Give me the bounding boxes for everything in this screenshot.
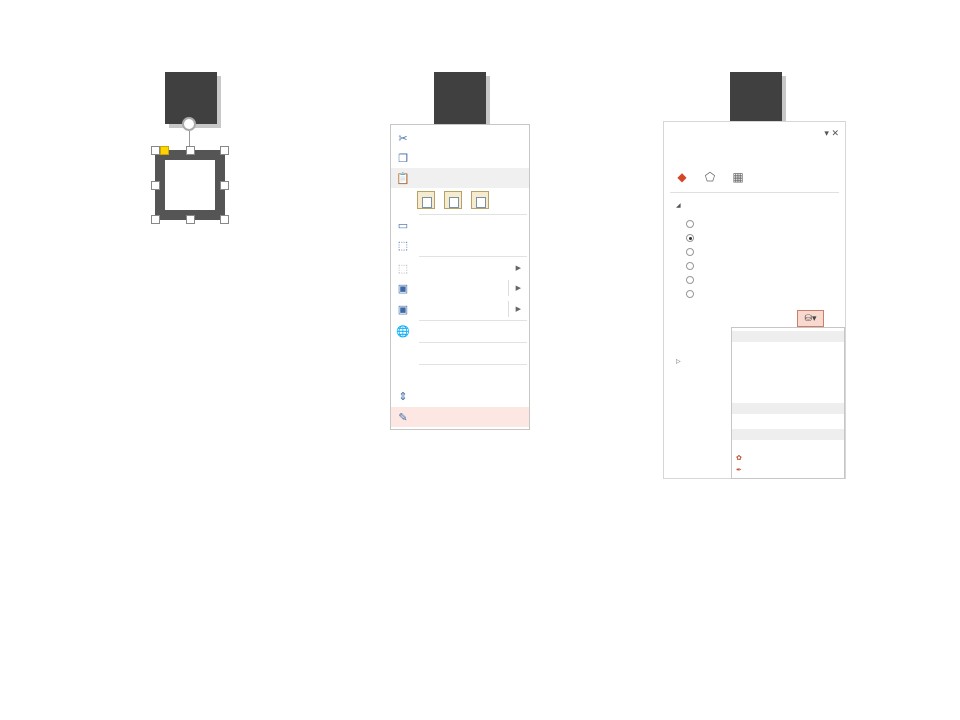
- radio-button[interactable]: [686, 276, 694, 284]
- copy-icon: ❐: [398, 152, 408, 165]
- resize-handle-left[interactable]: [151, 181, 160, 190]
- resize-handle-bottom[interactable]: [186, 215, 195, 224]
- pane-divider: [670, 192, 839, 193]
- edit-text-icon: ▭: [397, 219, 409, 232]
- bring-to-front-icon: ▣: [397, 282, 409, 295]
- format-shape-icon: ✎: [398, 411, 408, 424]
- scissors-icon: ✂: [398, 132, 408, 145]
- radio-picture-texture-fill[interactable]: [686, 262, 698, 270]
- radio-gradient-fill[interactable]: [686, 248, 698, 256]
- radio-no-fill[interactable]: [686, 220, 698, 228]
- color-palette-dropdown: [731, 327, 845, 479]
- menu-item-save-as-picture[interactable]: [391, 343, 529, 363]
- submenu-arrow-icon[interactable]: ▶: [515, 285, 521, 292]
- size-properties-icon[interactable]: ▦: [732, 170, 744, 184]
- effects-icon[interactable]: ⬠: [704, 170, 716, 184]
- size-position-icon: ⇕: [398, 390, 408, 403]
- resize-handle-bottom-right[interactable]: [220, 215, 229, 224]
- radio-pattern-fill[interactable]: [686, 276, 698, 284]
- chevron-down-icon: ▾: [812, 313, 817, 323]
- step-badge-3: [730, 72, 782, 124]
- eyedropper-icon: ✒: [736, 467, 742, 474]
- adjust-handle[interactable]: [160, 146, 169, 155]
- menu-item-group[interactable]: [391, 258, 529, 278]
- resize-handle-top-left[interactable]: [151, 146, 160, 155]
- expanded-arrow-icon[interactable]: ◢: [676, 203, 681, 209]
- context-menu: [390, 124, 530, 430]
- theme-colors-header: [732, 331, 844, 342]
- pane-controls: [824, 128, 839, 139]
- paint-bucket-icon: ⛁: [804, 313, 812, 323]
- edit-points-icon: ⬚: [397, 239, 409, 252]
- resize-handle-top[interactable]: [186, 146, 195, 155]
- paste-picture-icon[interactable]: [471, 191, 489, 209]
- radio-button[interactable]: [686, 220, 694, 228]
- menu-item-copy[interactable]: [391, 148, 529, 168]
- step-badge-2: [434, 72, 486, 124]
- menu-header-paste-options: [391, 168, 529, 188]
- menu-item-set-default-shape[interactable]: [391, 365, 529, 385]
- split-divider: [508, 301, 509, 317]
- radio-button[interactable]: [686, 290, 694, 298]
- send-to-back-icon: ▣: [397, 303, 409, 316]
- paste-keep-source-icon[interactable]: [417, 191, 435, 209]
- resize-handle-top-right[interactable]: [220, 146, 229, 155]
- menu-item-format-shape[interactable]: [391, 407, 529, 427]
- menu-item-cut[interactable]: [391, 128, 529, 148]
- radio-slide-background-fill[interactable]: [686, 290, 698, 298]
- standard-colors-header: [732, 403, 844, 414]
- resize-handle-bottom-left[interactable]: [151, 215, 160, 224]
- fill-line-icon[interactable]: ◆: [677, 170, 687, 184]
- radio-button-selected[interactable]: [686, 234, 694, 242]
- menu-item-size-and-position[interactable]: [391, 386, 529, 406]
- rotate-handle-icon[interactable]: [182, 117, 196, 131]
- submenu-arrow-icon: ▶: [515, 265, 521, 272]
- split-divider: [508, 280, 509, 296]
- menu-item-edit-points[interactable]: [391, 235, 529, 255]
- pane-options-dropdown-icon[interactable]: ▾: [824, 128, 829, 138]
- selected-shape[interactable]: [150, 117, 232, 225]
- group-icon: ⬚: [397, 262, 409, 275]
- radio-button[interactable]: [686, 248, 694, 256]
- menu-item-send-to-back[interactable]: [391, 299, 529, 319]
- menu-item-edit-text[interactable]: [391, 215, 529, 235]
- square-frame-shape[interactable]: [155, 150, 225, 220]
- paste-text-only-icon[interactable]: [444, 191, 462, 209]
- more-colors-link[interactable]: [736, 454, 745, 462]
- menu-divider: [419, 256, 527, 257]
- resize-handle-right[interactable]: [220, 181, 229, 190]
- close-icon[interactable]: ✕: [831, 128, 839, 138]
- fill-color-dropdown[interactable]: [797, 310, 824, 327]
- paste-icon: 📋: [396, 172, 410, 185]
- collapsed-arrow-icon[interactable]: ▷: [676, 359, 681, 365]
- radio-button[interactable]: [686, 262, 694, 270]
- rotate-connector: [189, 131, 190, 147]
- color-wheel-icon: ✿: [736, 455, 742, 462]
- shape-options-icon-row: [674, 170, 746, 184]
- eyedropper-link[interactable]: [736, 466, 745, 474]
- menu-item-hyperlink[interactable]: [391, 321, 529, 341]
- menu-item-bring-to-front[interactable]: [391, 278, 529, 298]
- submenu-arrow-icon[interactable]: ▶: [515, 306, 521, 313]
- radio-solid-fill[interactable]: [686, 234, 698, 242]
- recent-colors-header: [732, 429, 844, 440]
- hyperlink-icon: 🌐: [396, 325, 410, 338]
- paste-options-row: [417, 191, 489, 209]
